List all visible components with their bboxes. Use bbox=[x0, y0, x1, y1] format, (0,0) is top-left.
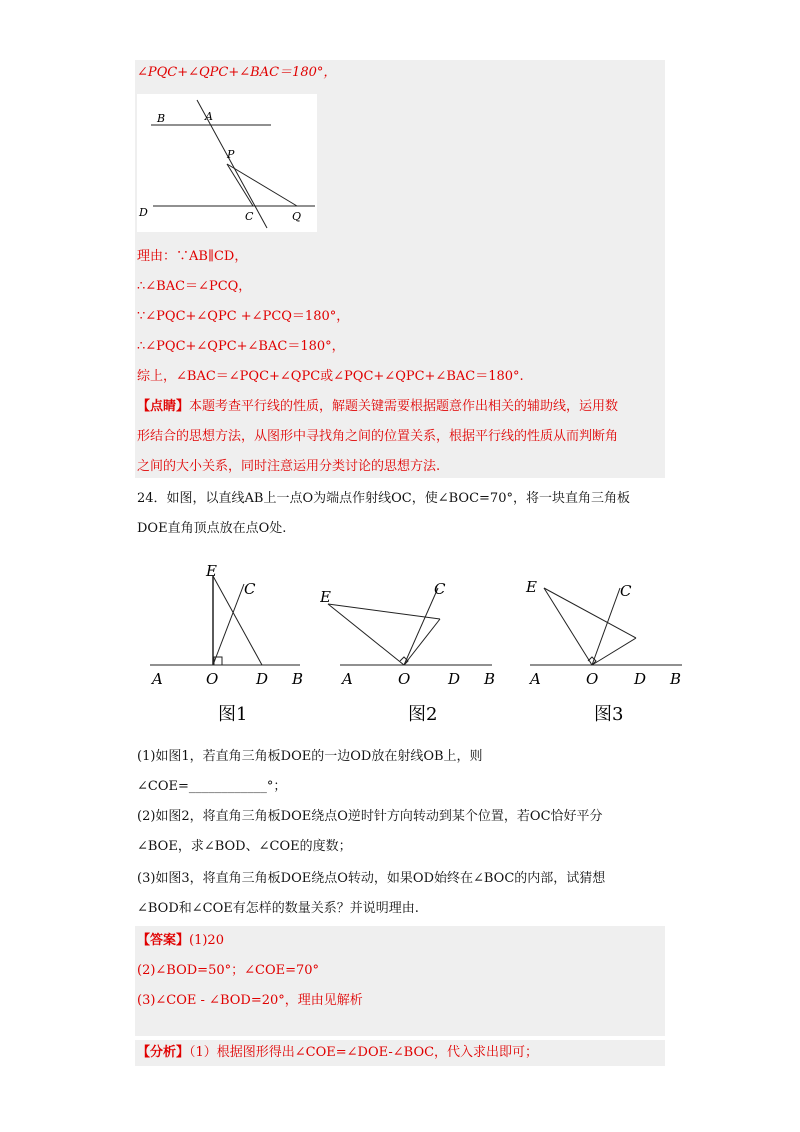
analysis-line-1 bbox=[137, 1044, 538, 1062]
fig2-label-B: B bbox=[484, 670, 496, 688]
parallel-lines-figure bbox=[137, 94, 317, 232]
reason-line-3: ∵∠PQC+∠QPC +∠PCQ＝180°， bbox=[137, 309, 350, 324]
fig3-label-C: C bbox=[620, 582, 632, 600]
fig3-label-O: O bbox=[586, 670, 599, 688]
label-A: A bbox=[205, 110, 213, 123]
reason-line-4: ∴∠PQC+∠QPC+∠BAC＝180°， bbox=[137, 339, 345, 354]
fig3-caption: 图3 bbox=[594, 704, 624, 725]
part-3-line-1: (3)如图3，将直角三角板DOE绕点O转动，如果OD始终在∠BOC的内部，试猜想 bbox=[137, 871, 606, 886]
fig3-label-E: E bbox=[526, 578, 537, 596]
dianjing-line-2: 形结合的思想方法，从图形中寻找角之间的位置关系，根据平行线的性质从而判断角 bbox=[137, 429, 619, 444]
dianjing-tag: 【点睛】 bbox=[137, 399, 190, 414]
dianjing-text-1: 本题考查平行线的性质，解题关键需要根据题意作出相关的辅助线，运用数 bbox=[189, 399, 619, 414]
fig1-label-B: B bbox=[292, 670, 304, 688]
question-stem-2: DOE直角顶点放在点O处. bbox=[137, 521, 287, 536]
part-1-line-2: ∠COE=____________°； bbox=[137, 779, 287, 794]
figure-2 bbox=[320, 558, 500, 728]
fig3-label-A: A bbox=[530, 670, 541, 688]
label-B: B bbox=[157, 112, 166, 125]
part-3-line-2: ∠BOD和∠COE有怎样的数量关系？并说明理由. bbox=[137, 901, 419, 916]
answer-line-1 bbox=[137, 932, 224, 950]
fig2-label-D: D bbox=[448, 670, 461, 688]
label-D: D bbox=[139, 206, 148, 219]
part-1-line-1: (1)如图1，若直角三角板DOE的一边OD放在射线OB上，则 bbox=[137, 749, 483, 764]
answer-text-1: (1)20 bbox=[189, 933, 224, 948]
fig1-label-C: C bbox=[244, 580, 256, 598]
analysis-text-1: （1）根据图形得出∠COE=∠DOE-∠BOC，代入求出即可； bbox=[189, 1045, 539, 1060]
fig1-label-E: E bbox=[206, 562, 217, 580]
fig2-label-C: C bbox=[434, 580, 446, 598]
fig1-caption: 图1 bbox=[218, 704, 248, 725]
reason-line-5: 综上，∠BAC＝∠PQC+∠QPC或∠PQC+∠QPC+∠BAC＝180°. bbox=[137, 369, 524, 384]
figure-3 bbox=[520, 558, 690, 728]
answer-tag: 【答案】 bbox=[137, 933, 190, 948]
part-2-line-2: ∠BOE，求∠BOD、∠COE的度数； bbox=[137, 839, 352, 854]
dianjing-line-3: 之间的大小关系，同时注意运用分类讨论的思想方法. bbox=[137, 459, 441, 474]
fig1-label-D: D bbox=[256, 670, 269, 688]
analysis-tag: 【分析】 bbox=[137, 1045, 190, 1060]
question-stem-1: 24．如图，以直线AB上一点O为端点作射线OC，使∠BOC=70°，将一块直角三角板 bbox=[137, 491, 630, 506]
reason-line-1: 理由：∵AB∥CD， bbox=[137, 249, 248, 264]
answer-line-2: (2)∠BOD=50°；∠COE=70° bbox=[137, 963, 320, 978]
fig1-label-O: O bbox=[206, 670, 219, 688]
part-2-line-1: (2)如图2，将直角三角板DOE绕点O逆时针方向转动到某个位置，若OC恰好平分 bbox=[137, 809, 603, 824]
fig1-label-A: A bbox=[152, 670, 163, 688]
fig2-label-O: O bbox=[398, 670, 411, 688]
fig2-label-A: A bbox=[342, 670, 353, 688]
figure-1 bbox=[140, 558, 310, 728]
label-C: C bbox=[245, 210, 254, 223]
fig2-label-E: E bbox=[320, 588, 331, 606]
label-P: P bbox=[227, 148, 235, 161]
fig3-label-D: D bbox=[634, 670, 647, 688]
angle-sum-line: ∠PQC+∠QPC+∠BAC＝180°， bbox=[137, 65, 337, 80]
fig2-caption: 图2 bbox=[408, 704, 438, 725]
reason-line-2: ∴∠BAC＝∠PCQ， bbox=[137, 279, 252, 294]
label-Q: Q bbox=[292, 210, 302, 223]
answer-line-3: (3)∠COE - ∠BOD=20°，理由见解析 bbox=[137, 993, 363, 1008]
fig3-label-B: B bbox=[670, 670, 682, 688]
dianjing-line-1 bbox=[137, 398, 618, 416]
